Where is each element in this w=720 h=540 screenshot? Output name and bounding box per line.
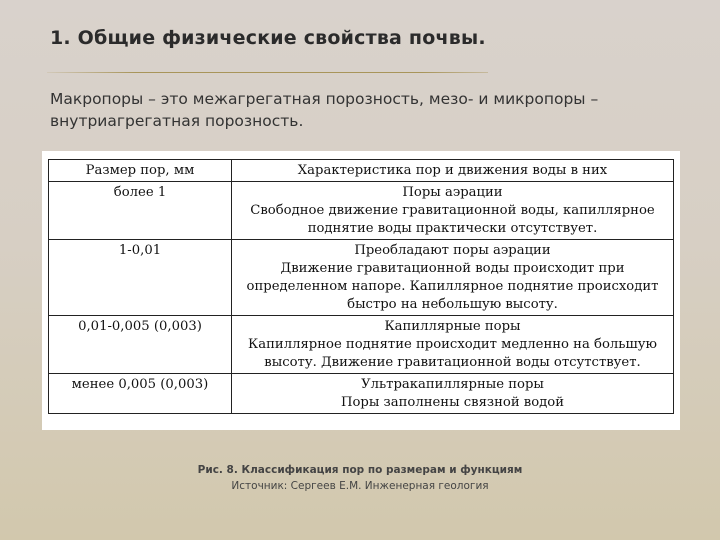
pore-size-cell: менее 0,005 (0,003) — [49, 374, 232, 414]
figure-title: Рис. 8. Классификация пор по размерам и функциям — [197, 464, 523, 476]
slide-title: 1. Общие физические свойства почвы. — [50, 27, 486, 49]
pore-type-label: Поры аэрации — [402, 185, 503, 200]
header-characteristics: Характеристика пор и движения воды в них — [232, 160, 674, 182]
characteristics-cell — [232, 316, 674, 374]
pore-classification-table — [48, 159, 674, 414]
pore-size-cell: 1-0,01 — [49, 240, 232, 316]
pore-size-cell: более 1 — [49, 182, 232, 240]
table-image-panel — [42, 151, 680, 430]
table-row — [49, 316, 674, 374]
characteristics-cell — [232, 240, 674, 316]
pore-type-label: Капиллярные поры — [384, 319, 521, 334]
characteristics-cell — [232, 374, 674, 414]
title-divider — [47, 72, 488, 73]
table-header-row — [49, 160, 674, 182]
table-row — [49, 182, 674, 240]
characteristics-cell — [232, 182, 674, 240]
characteristics-line: быстро на небольшую высоту. — [347, 297, 558, 312]
characteristics-line: Поры заполнены связной водой — [340, 395, 565, 410]
pore-type-label: Преобладают поры аэрации — [354, 243, 551, 258]
characteristics-line: Свободное движение гравитационной воды, капиллярное — [250, 203, 655, 218]
characteristics-line: Движение гравитационной воды происходит при — [280, 261, 625, 276]
header-pore-size: Размер пор, мм — [49, 160, 232, 182]
characteristics-line: определенном напоре. Капиллярное поднятие происходит — [246, 279, 659, 294]
figure-source: Источник: Сергеев Е.М. Инженерная геология — [231, 480, 489, 492]
pore-type-label: Ультракапиллярные поры — [361, 377, 544, 392]
pore-size-cell: 0,01-0,005 (0,003) — [49, 316, 232, 374]
characteristics-line: поднятие воды практически отсутствует. — [307, 221, 598, 236]
table-row — [49, 240, 674, 316]
characteristics-line: Капиллярное поднятие происходит медленно на большую — [248, 337, 657, 352]
table-row — [49, 374, 674, 414]
figure-caption — [0, 462, 720, 494]
intro-text: Макропоры – это межагрегатная порозность, мезо- и микропоры – внутриагрегатная порозность. — [50, 90, 599, 130]
characteristics-line: высоту. Движение гравитационной воды отсутствует. — [264, 355, 641, 370]
